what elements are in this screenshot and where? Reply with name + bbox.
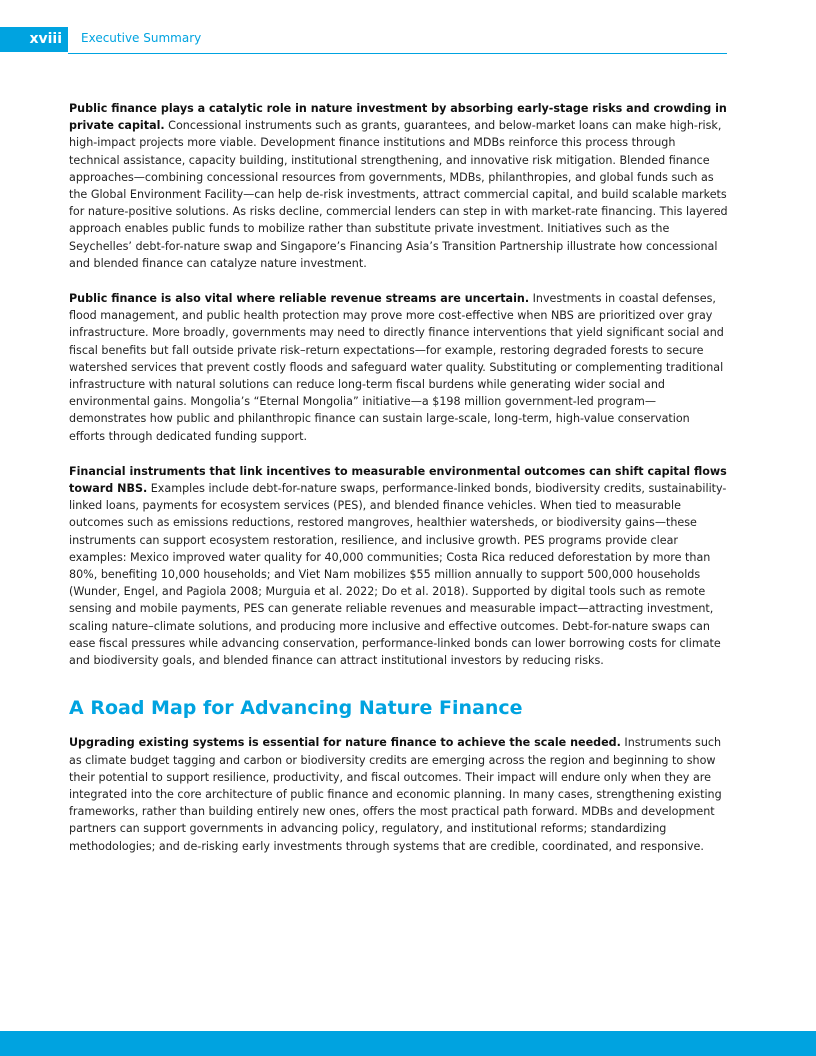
section-heading: A Road Map for Advancing Nature Finance (69, 697, 523, 720)
footer-bar (0, 1031, 816, 1056)
page-number-tab (0, 27, 68, 52)
paragraph-public-finance-catalytic (69, 100, 729, 272)
paragraph-public-finance-vital (69, 290, 729, 445)
page-number: xviii (29, 31, 62, 47)
paragraph-lead: Public finance plays a catalytic role in nature investment by absorbing early-stage risks and crowding in private capital. (69, 102, 727, 133)
paragraph-lead: Upgrading existing systems is essential for nature finance to achieve the scale needed. (69, 736, 621, 750)
paragraph-financial-instruments (69, 463, 729, 669)
header-rule (68, 53, 727, 54)
paragraph-body: Examples include debt-for-nature swaps, performance-linked bonds, biodiversity credits, sustainability-linked loans, payments for ecosystem services (PES), and blended finance vehicles. When tied to measurable outcomes such as emissions reductions, restored mangroves, healthier watersheds, or biodiversity gains—these instruments can support ecosystem restoration, resilience, and inclusive growth. PES programs provide clear examples: Mexico improved water quality for 40,000 communities; Costa Rica reduced deforestation by more than 80%, benefiting 10,000 households; and Viet Nam mobilizes $55 million annually to support 500,000 households (Wunder, Engel, and Pagiola 2008; Murguia et al. 2022; Do et al. 2018). Supported by digital tools such as remote sensing and mobile payments, PES can generate reliable revenues and measurable impact—attracting investment, scaling nature–climate solutions, and producing more inclusive and effective outcomes. Debt-for-nature swaps can ease fiscal pressures while advancing conservation, performance-linked bonds can lower borrowing costs for climate and biodiversity goals, and blended finance can attract institutional investors by reducing risks. (69, 482, 727, 668)
paragraph-upgrading-systems (69, 734, 729, 854)
paragraph-body: Instruments such as climate budget tagging and carbon or biodiversity credits are emerging across the region and beginning to show their potential to support resilience, productivity, and fiscal outcomes. Their impact will endure only when they are integrated into the core architecture of public finance and economic planning. In many cases, strengthening existing frameworks, rather than building entirely new ones, offers the most practical path forward. MDBs and development partners can support governments in advancing policy, regulatory, and institutional reforms; standardizing methodologies; and de-risking early investments through systems that are credible, coordinated, and responsive. (69, 736, 722, 853)
paragraph-body: Concessional instruments such as grants, guarantees, and below-market loans can make high-risk, high-impact projects more viable. Development finance institutions and MDBs reinforce this process through technical assistance, capacity building, institutional strengthening, and innovative risk mitigation. Blended finance approaches—combining concessional resources from governments, MDBs, philanthropies, and global funds such as the Global Environment Facility—can help de-risk investments, attract commercial capital, and build scalable markets for nature-positive solutions. As risks decline, commercial lenders can step in with market-rate financing. This layered approach enables public funds to mobilize rather than substitute private investment. Initiatives such as the Seychelles’ debt-for-nature swap and Singapore’s Financing Asia’s Transition Partnership illustrate how concessional and blended finance can catalyze nature investment. (69, 119, 728, 270)
paragraph-lead: Financial instruments that link incentives to measurable environmental outcomes can shift capital flows toward NBS. (69, 464, 727, 496)
running-head: Executive Summary (81, 31, 202, 45)
paragraph-lead: Public finance is also vital where reliable revenue streams are uncertain. (69, 292, 530, 306)
paragraph-body: Investments in coastal defenses, flood management, and public health protection may prove more cost-effective when NBS are prioritized over gray infrastructure. More broadly, governments may need to directly finance interventions that yield significant social and fiscal benefits but fall outside private risk–return expectations—for example, restoring degraded forests to secure watershed services that prevent costly floods and safeguard water quality. Substituting or complementing traditional infrastructure with natural solutions can reduce long-term fiscal burdens while generating wider social and environmental gains. Mongolia’s “Eternal Mongolia” initiative—a $198 million government-led program—demonstrates how public and philanthropic finance can sustain large-scale, long-term, high-value conservation efforts through dedicated funding support. (69, 292, 724, 443)
body-content (69, 100, 729, 873)
